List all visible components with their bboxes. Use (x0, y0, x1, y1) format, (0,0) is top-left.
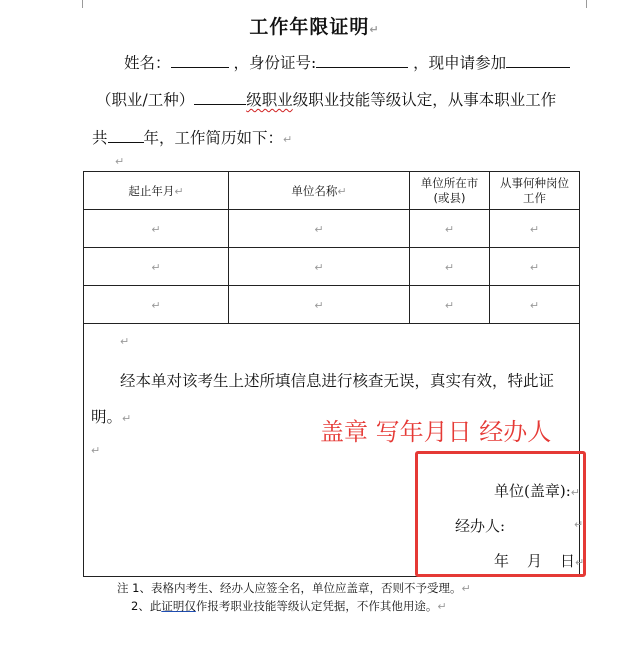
paragraph-mark: ↵ (369, 23, 380, 36)
years-blank[interactable] (108, 128, 144, 143)
paragraph-line-1 (124, 51, 570, 73)
paragraph-line-3 (92, 126, 292, 148)
paragraph-mark: ↵ (283, 133, 293, 146)
unit-stamp-label: 单位(盖章):↵ (494, 482, 580, 500)
level-text: 级职业技能等级认定，从事本职业工作 (292, 91, 557, 109)
note-1: 注 1、表格内考生、经办人应签全名，单位应盖章，否则不予受理。↵ (117, 581, 471, 595)
table-cell[interactable]: ↵ (410, 286, 490, 324)
level-blank[interactable] (194, 90, 246, 105)
apply-label: ，现申请参加 (413, 54, 507, 72)
date-label: 年 月 日↵ (494, 552, 585, 570)
table-cell[interactable]: ↵ (229, 248, 410, 286)
certification-line-2: 明。↵ (91, 408, 132, 426)
total-label: 共 (92, 129, 108, 147)
header-unit-city: 单位所在市 (或县) (410, 172, 490, 210)
id-blank[interactable] (316, 53, 408, 68)
note-2: 2、此证明仅作报考职业技能等级认定凭据，不作其他用途。↵ (131, 599, 447, 613)
table-cell[interactable]: ↵ (84, 210, 229, 248)
table-cell[interactable]: ↵ (490, 210, 580, 248)
table-cell[interactable]: ↵ (410, 210, 490, 248)
spellcheck-text: 级职业 (246, 91, 293, 109)
handwriting-annotation: 盖章 写年月日 经办人 (320, 418, 552, 446)
title-text: 工作年限证明 (249, 16, 370, 38)
id-label: ，身份证号: (233, 54, 317, 72)
table-cell[interactable]: ↵ (229, 210, 410, 248)
page-corner-mark (586, 0, 597, 8)
header-period: 起止年月↵ (84, 172, 229, 210)
header-unit-name: 单位名称↵ (229, 172, 410, 210)
table-cell[interactable]: ↵ (84, 248, 229, 286)
certification-line-1: 经本单对该考生上述所填信息进行核查无误，真实有效，特此证 (120, 372, 555, 390)
table-row (84, 248, 580, 286)
paragraph-mark: ↵ (115, 155, 125, 168)
page-corner-mark (72, 0, 83, 8)
table-cell[interactable]: ↵ (84, 286, 229, 324)
table-row (84, 210, 580, 248)
name-blank[interactable] (171, 53, 229, 68)
table-cell[interactable]: ↵ (490, 248, 580, 286)
years-suffix: 年，工作简历如下： (143, 129, 284, 147)
occupation-label: （职业/工种） (96, 91, 195, 109)
handler-label: 经办人: (455, 517, 506, 535)
table-cell[interactable]: ↵ (410, 248, 490, 286)
name-label: 姓名： (124, 54, 171, 72)
table-row (84, 286, 580, 324)
table-header-row (84, 172, 580, 210)
paragraph-mark: ↵ (91, 444, 101, 457)
paragraph-mark: ↵ (120, 335, 130, 348)
occupation-blank[interactable] (506, 53, 570, 68)
table-cell[interactable]: ↵ (490, 286, 580, 324)
header-job: 从事何种岗位 工作 (490, 172, 580, 210)
paragraph-line-2 (96, 88, 556, 110)
paragraph-mark: ↵ (574, 518, 584, 531)
table-cell[interactable]: ↵ (229, 286, 410, 324)
document-title (0, 12, 629, 39)
